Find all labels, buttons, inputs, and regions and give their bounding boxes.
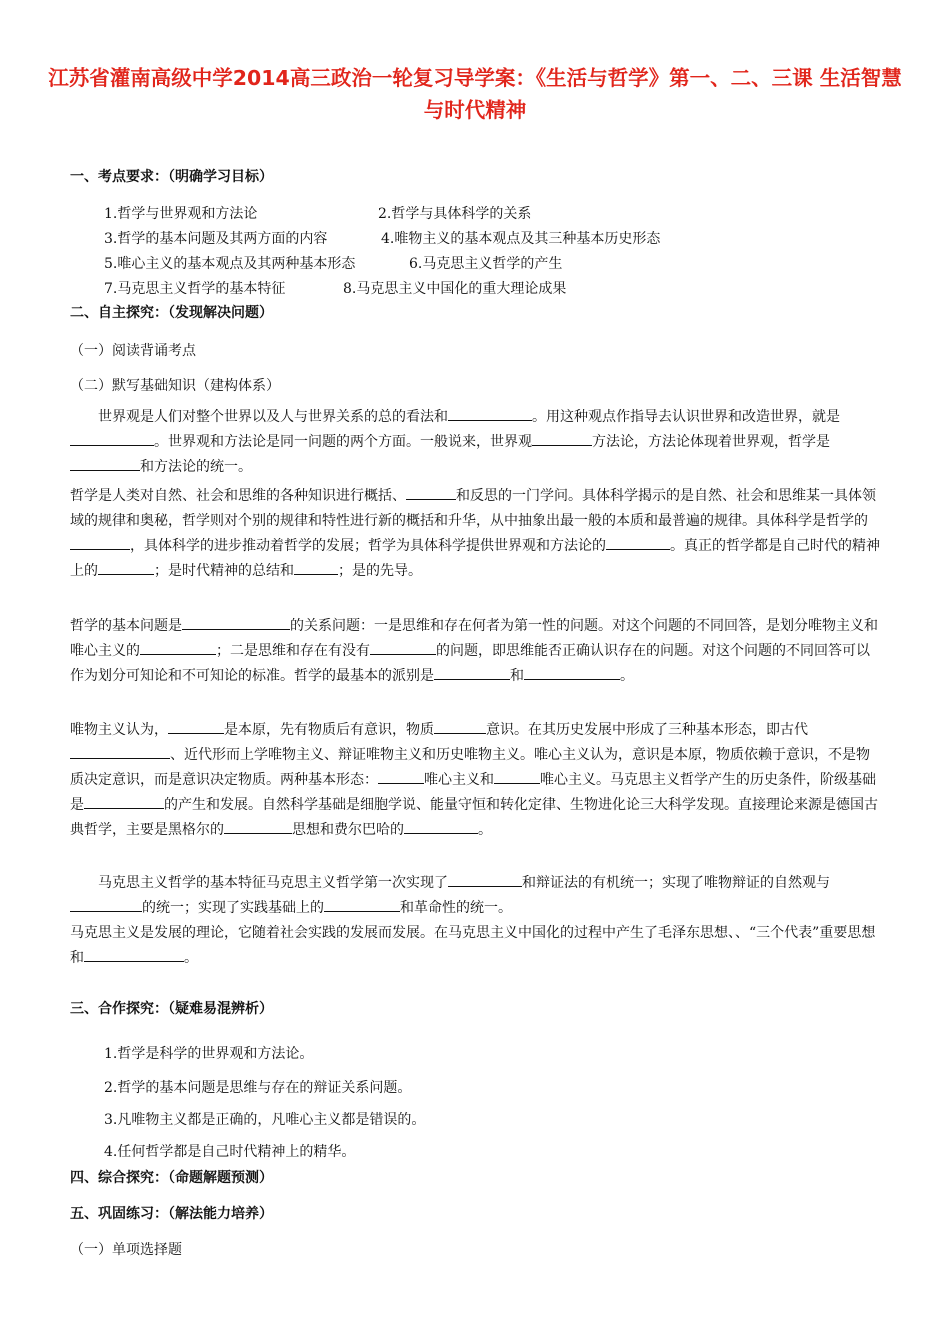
- fill-blank[interactable]: [70, 896, 142, 912]
- kaodian-item: 6.马克思主义哲学的产生: [409, 256, 563, 272]
- fill-blank[interactable]: [378, 768, 424, 784]
- fill-blank[interactable]: [84, 946, 184, 962]
- section-heading-zonghe: 四、综合探究：（命题解题预测）: [70, 1170, 273, 1186]
- fill-blank[interactable]: [70, 430, 154, 446]
- fill-blank[interactable]: [168, 718, 224, 734]
- fill-blank[interactable]: [448, 405, 532, 421]
- kaodian-item: 8.马克思主义中国化的重大理论成果: [343, 281, 567, 297]
- paragraph-basic-question: 哲学的基本问题是 的关系问题：一是思维和存在何者为第一性的问题。对这个问题的不同回答，是划分唯物主义和唯心主义的 ；二是思维和存在有没有 的问题，即思维能否正确认识存在的问题。对这个问题的不同回答可以作为划分可知论和不可知论的标准。哲学的最基本的派别是 和 。: [70, 614, 882, 689]
- paragraph-philosophy-science: 哲学是人类对自然、社会和思维的各种知识进行概括、 和反思的一门学问。具体科学揭示的是自然、社会和思维某一具体领域的规律和奥秘，哲学则对个别的规律和特性进行新的概括和升华，从中抽象出最一般的本质和最普遍的规律。具体科学是哲学的，具体科学的进步推动着哲学的发展；哲学为具体科学提供世界观和方法论的 。真正的哲学都是自己时代的精神上的 ；是时代精神的总结和 ；是的先导。: [70, 484, 882, 584]
- hezuo-item: 3.凡唯物主义都是正确的，凡唯心主义都是错误的。: [104, 1112, 426, 1128]
- hezuo-item: 1.哲学是科学的世界观和方法论。: [104, 1046, 314, 1062]
- fill-blank[interactable]: [406, 484, 456, 500]
- section-heading-hezuo: 三、合作探究：（疑难易混辨析）: [70, 1001, 273, 1017]
- fill-blank[interactable]: [404, 818, 478, 834]
- page-title: 江苏省灌南高级中学2014高三政治一轮复习导学案：《生活与哲学》第一、二、三课 生活智慧与时代精神: [48, 66, 902, 122]
- fill-blank[interactable]: [98, 559, 154, 575]
- fill-blank[interactable]: [140, 639, 216, 655]
- fill-blank[interactable]: [434, 718, 486, 734]
- kaodian-item: 3.哲学的基本问题及其两方面的内容: [104, 231, 328, 247]
- paragraph-materialism: 唯物主义认为， 是本原，先有物质后有意识，物质 意识。在其历史发展中形成了三种基本形态，即古代、近代形而上学唯物主义、辩证唯物主义和历史唯物主义。唯心主义认为，意识是本原，物质依赖于意识，不是物质决定意识，而是意识决定物质。两种基本形态： 唯心主义和 唯心主义。马克思主义哲学产生的历史条件，阶级基础是 的产生和发展。自然科学基础是细胞学说、能量守恒和转化定律、生物进化论三大科学发现。直接理论来源是德国古典哲学，主要是黑格尔的 思想和费尔巴哈的 。: [70, 718, 882, 843]
- fill-blank[interactable]: [182, 614, 290, 630]
- fill-blank[interactable]: [494, 768, 540, 784]
- fill-blank[interactable]: [448, 871, 522, 887]
- kaodian-item: 7.马克思主义哲学的基本特征: [104, 281, 286, 297]
- section-heading-kaodian: 一、考点要求：（明确学习目标）: [70, 169, 273, 185]
- kaodian-item: 2.哲学与具体科学的关系: [378, 206, 532, 222]
- kaodian-item: 1.哲学与世界观和方法论: [104, 206, 258, 222]
- kaodian-item: 4.唯物主义的基本观点及其三种基本历史形态: [381, 231, 661, 247]
- paragraph-marxism-development: 马克思主义是发展的理论，它随着社会实践的发展而发展。在马克思主义中国化的过程中产生了毛泽东思想、、“三个代表”重要思想和 。: [70, 925, 876, 966]
- fill-blank[interactable]: [224, 818, 292, 834]
- hezuo-item: 4.任何哲学都是自己时代精神上的精华。: [104, 1144, 356, 1160]
- hezuo-item: 2.哲学的基本问题是思维与存在的辩证关系问题。: [104, 1080, 412, 1096]
- section-heading-gonggu: 五、巩固练习：（解法能力培养）: [70, 1206, 273, 1222]
- kaodian-item: 5.唯心主义的基本观点及其两种基本形态: [104, 256, 356, 272]
- fill-blank[interactable]: [70, 455, 140, 471]
- fill-blank[interactable]: [524, 664, 620, 680]
- subheading-write: （二）默写基础知识（建构体系）: [70, 378, 280, 394]
- fill-blank[interactable]: [606, 534, 670, 550]
- paragraph-marxism-features: 马克思主义哲学的基本特征马克思主义哲学第一次实现了 和辩证法的有机统一；实现了唯物辩证的自然观与的统一；实现了实践基础上的 和革命性的统一。: [70, 871, 882, 921]
- section-heading-zizhu: 二、自主探究：（发现解决问题）: [70, 305, 273, 321]
- fill-blank[interactable]: [70, 534, 130, 550]
- fill-blank[interactable]: [84, 793, 164, 809]
- fill-blank[interactable]: [434, 664, 510, 680]
- fill-blank[interactable]: [324, 896, 400, 912]
- fill-blank[interactable]: [370, 639, 436, 655]
- paragraph-worldview: 世界观是人们对整个世界以及人与世界关系的总的看法和 。用这种观点作指导去认识世界和改造世界，就是。世界观和方法论是同一问题的两个方面。一般说来，世界观 方法论，方法论体现着世界观，哲学是和方法论的统一。: [70, 405, 882, 480]
- fill-blank[interactable]: [532, 430, 592, 446]
- fill-blank[interactable]: [294, 559, 338, 575]
- subheading-single-choice: （一）单项选择题: [70, 1242, 182, 1258]
- fill-blank[interactable]: [70, 743, 170, 759]
- subheading-read: （一）阅读背诵考点: [70, 343, 196, 359]
